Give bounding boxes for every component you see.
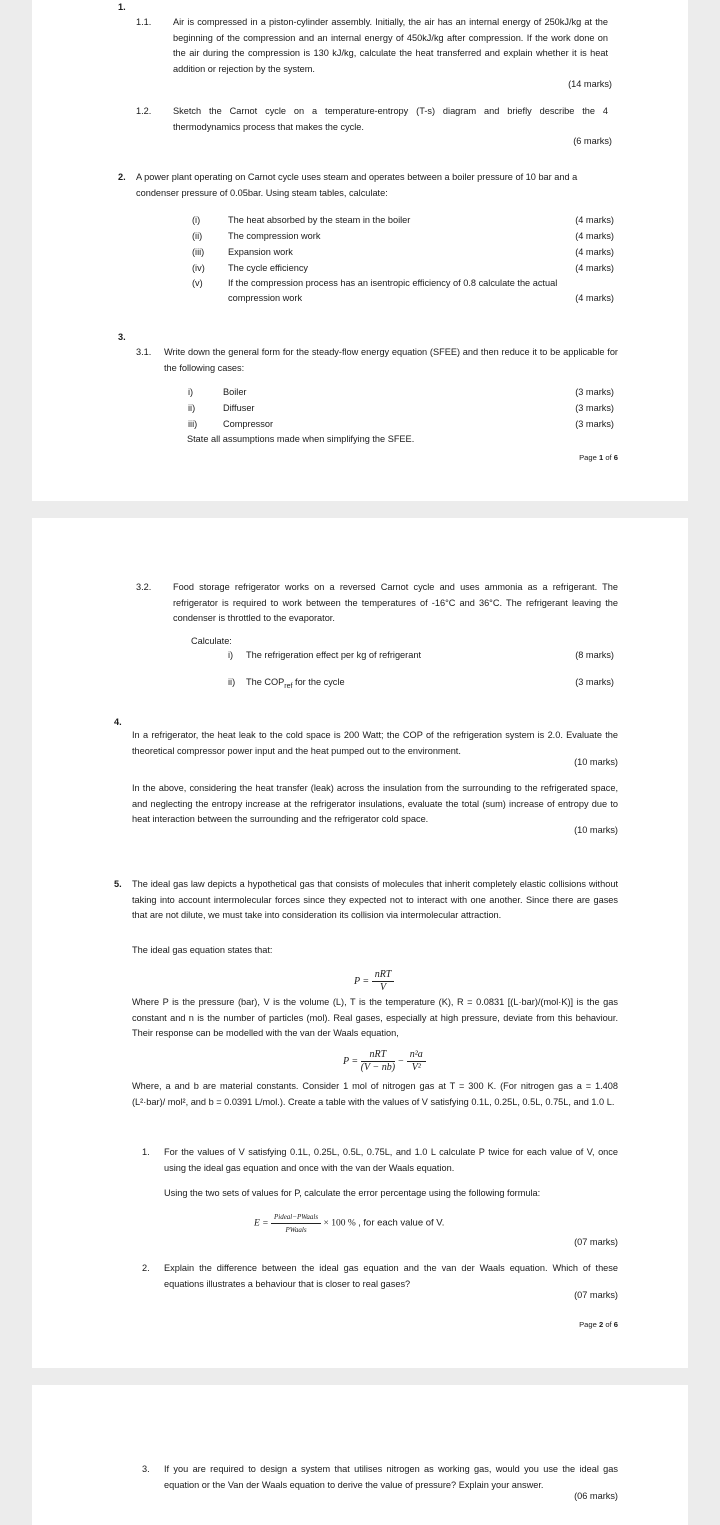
question-5-number: 5.	[114, 879, 122, 889]
constants-text: Where, a and b are material constants. Consider 1 mol of nitrogen gas at T = 300 K. (For nitrogen gas a = 1.408 (L²·bar)/ mol², and b = 0.0391 L/mol.). Create a table with the values of V satisfying 0.1L, 0.25L, 0.5L, 0.75L, and 1.0 L.	[132, 1081, 618, 1107]
question-4-number: 4.	[114, 717, 122, 727]
page-footer: Page 2 of 6	[579, 1320, 618, 1329]
item-marks: (3 marks)	[575, 677, 614, 687]
item-number: i)	[188, 387, 194, 397]
sub-question-3-text: If you are required to design a system that utilises nitrogen as working gas, would you use the ideal gas equation or the Van der Waals equation to derive the value of pressure? Explain your answer.	[164, 1464, 618, 1490]
page-footer: Page 1 of 6	[579, 453, 618, 462]
sub-question-1-marks: (07 marks)	[574, 1237, 618, 1247]
document-page-1	[32, 0, 688, 501]
sub-question-2-marks: (07 marks)	[574, 1290, 618, 1300]
question-3-1-number: 3.1.	[136, 347, 152, 357]
question-1-2-text: Sketch the Carnot cycle on a temperature-entropy (T-s) diagram and briefly describe the 4 thermodynamics process that makes the cycle.	[173, 106, 608, 132]
item-marks: (4 marks)	[575, 263, 614, 273]
sub-question-2-number: 2.	[142, 1263, 150, 1273]
item-text: The compression work	[228, 231, 321, 241]
question-3-1-text: Write down the general form for the steady-flow energy equation (SFEE) and then reduce it to be applicable for the following cases:	[164, 347, 618, 373]
item-number: i)	[228, 650, 234, 660]
item-text: Diffuser	[223, 403, 255, 413]
ideal-gas-label: The ideal gas equation states that:	[132, 945, 273, 955]
document-page-2	[32, 518, 688, 1368]
item-text: The $COP_{ref}$ for the cycle	[246, 677, 345, 690]
sub-question-2-text: Explain the difference between the ideal gas equation and the van der Waals equation. Which of these equations illustrates a behaviour that is closer to real gases?	[164, 1263, 618, 1289]
item-marks: (4 marks)	[575, 247, 614, 257]
question-3-2-number: 3.2.	[136, 582, 152, 592]
sub-question-1-text-2: Using the two sets of values for P, calculate the error percentage using the following formula:	[164, 1188, 541, 1198]
item-text: If the compression process has an isentropic efficiency of 0.8 calculate the actual	[228, 278, 558, 288]
item-number: (ii)	[192, 231, 203, 241]
question-5-intro: The ideal gas law depicts a hypothetical gas that consists of molecules that inherit completely elastic collisions without taking into account intermolecular forces since they expected not to interact with one another. Since there are gases that are not dilute, we must take into consideration its collision via intermolecular attraction.	[132, 879, 618, 921]
sub-question-1-text: For the values of V satisfying 0.1L, 0.25L, 0.5L, 0.75L, and 1.0 L calculate P twice for each value of V, once using the ideal gas equation and once with the van der Waals equation.	[164, 1147, 618, 1173]
item-text-continued: compression work	[228, 293, 303, 303]
item-text: Expansion work	[228, 247, 293, 257]
question-2-text: A power plant operating on Carnot cycle uses steam and operates between a boiler pressure of 10 bar and a condenser pressure of 0.05bar. Using steam tables, calculate:	[136, 172, 578, 198]
item-marks: (4 marks)	[575, 231, 614, 241]
item-marks: (4 marks)	[575, 215, 614, 225]
question-4-marks-2: (10 marks)	[574, 825, 618, 835]
question-3-1-note: State all assumptions made when simplifying the SFEE.	[187, 434, 415, 444]
error-formula: E = $\frac{\text{Pideal−PWaals}}{\text{PWaals}}$ × 100 % , for each value of V.	[254, 1213, 445, 1234]
question-4-para-2: In the above, considering the heat transfer (leak) across the insulation from the surrounding to the refrigerated space, and neglecting the entropy increase at the refrigerator insulations, evaluate the total (sum) increase of entropy due to heat interaction between the surrounding and the refrigerator cold space.	[132, 783, 618, 825]
question-1-1-number: 1.1.	[136, 17, 152, 27]
question-1-number: 1.	[118, 2, 126, 12]
item-marks: (3 marks)	[575, 387, 614, 397]
sub-question-3-marks: (06 marks)	[574, 1491, 618, 1501]
van-der-waals-equation: P = $\frac{\text{nRT}}{(V - nb)}$ − $\frac{\text{n²a}}{\text{V²}}$	[343, 1049, 426, 1074]
sub-question-1-number: 1.	[142, 1147, 150, 1157]
item-number: ii)	[228, 677, 236, 687]
item-number: (iv)	[192, 263, 205, 273]
sub-question-3-number: 3.	[142, 1464, 150, 1474]
item-text: Boiler	[223, 387, 247, 397]
item-marks: (8 marks)	[575, 650, 614, 660]
ideal-gas-where-text: Where P is the pressure (bar), V is the volume (L), T is the temperature (K), R = 0.0831 [(L·bar)/(mol·K)] is the gas constant and n is the number of particles (mol). Real gases, especially at high pressure, deviate from this behaviour. Their response can be modelled with the van der Waals equation,	[132, 997, 618, 1039]
item-text: The cycle efficiency	[228, 263, 309, 273]
question-1-1-text: Air is compressed in a piston-cylinder assembly. Initially, the air has an internal energy of 250kJ/kg at the beginning of the compression and an internal energy of 450kJ/kg after compression. If the work done on the air during the compression is 130 kJ/kg, calculate the heat transferred and explain whether it is heat addition or rejection by the system.	[173, 17, 608, 74]
question-2-number: 2.	[118, 172, 126, 182]
item-marks: (3 marks)	[575, 419, 614, 429]
item-number: (i)	[192, 215, 201, 225]
item-number: (v)	[192, 278, 203, 288]
item-text: Compressor	[223, 419, 274, 429]
ideal-gas-equation: P = $\frac{\text{nRT}}{V}$	[354, 969, 394, 994]
item-marks: (4 marks)	[575, 293, 614, 303]
question-3-number: 3.	[118, 332, 126, 342]
question-4-marks-1: (10 marks)	[574, 757, 618, 767]
question-3-2-text: Food storage refrigerator works on a reversed Carnot cycle and uses ammonia as a refrigerant. The refrigerator is required to work between the temperatures of -16°C and 36°C. The refrigerant leaving the condenser is throttled to the evaporator.	[173, 582, 618, 624]
item-text: The refrigeration effect per kg of refrigerant	[246, 650, 421, 660]
calculate-label: Calculate:	[191, 636, 232, 646]
item-marks: (3 marks)	[575, 403, 614, 413]
question-1-2-number: 1.2.	[136, 106, 152, 116]
question-1-2-marks: (6 marks)	[573, 136, 612, 146]
question-1-1-marks: (14 marks)	[568, 79, 612, 89]
item-text: The heat absorbed by the steam in the boiler	[228, 215, 411, 225]
item-number: ii)	[188, 403, 196, 413]
item-number: iii)	[188, 419, 198, 429]
document-page-3	[32, 1385, 688, 1525]
item-number: (iii)	[192, 247, 205, 257]
question-4-para-1: In a refrigerator, the heat leak to the cold space is 200 Watt; the COP of the refrigeration system is 2.0. Evaluate the theoretical compressor power input and the heat pumped out to the environment.	[132, 730, 618, 756]
